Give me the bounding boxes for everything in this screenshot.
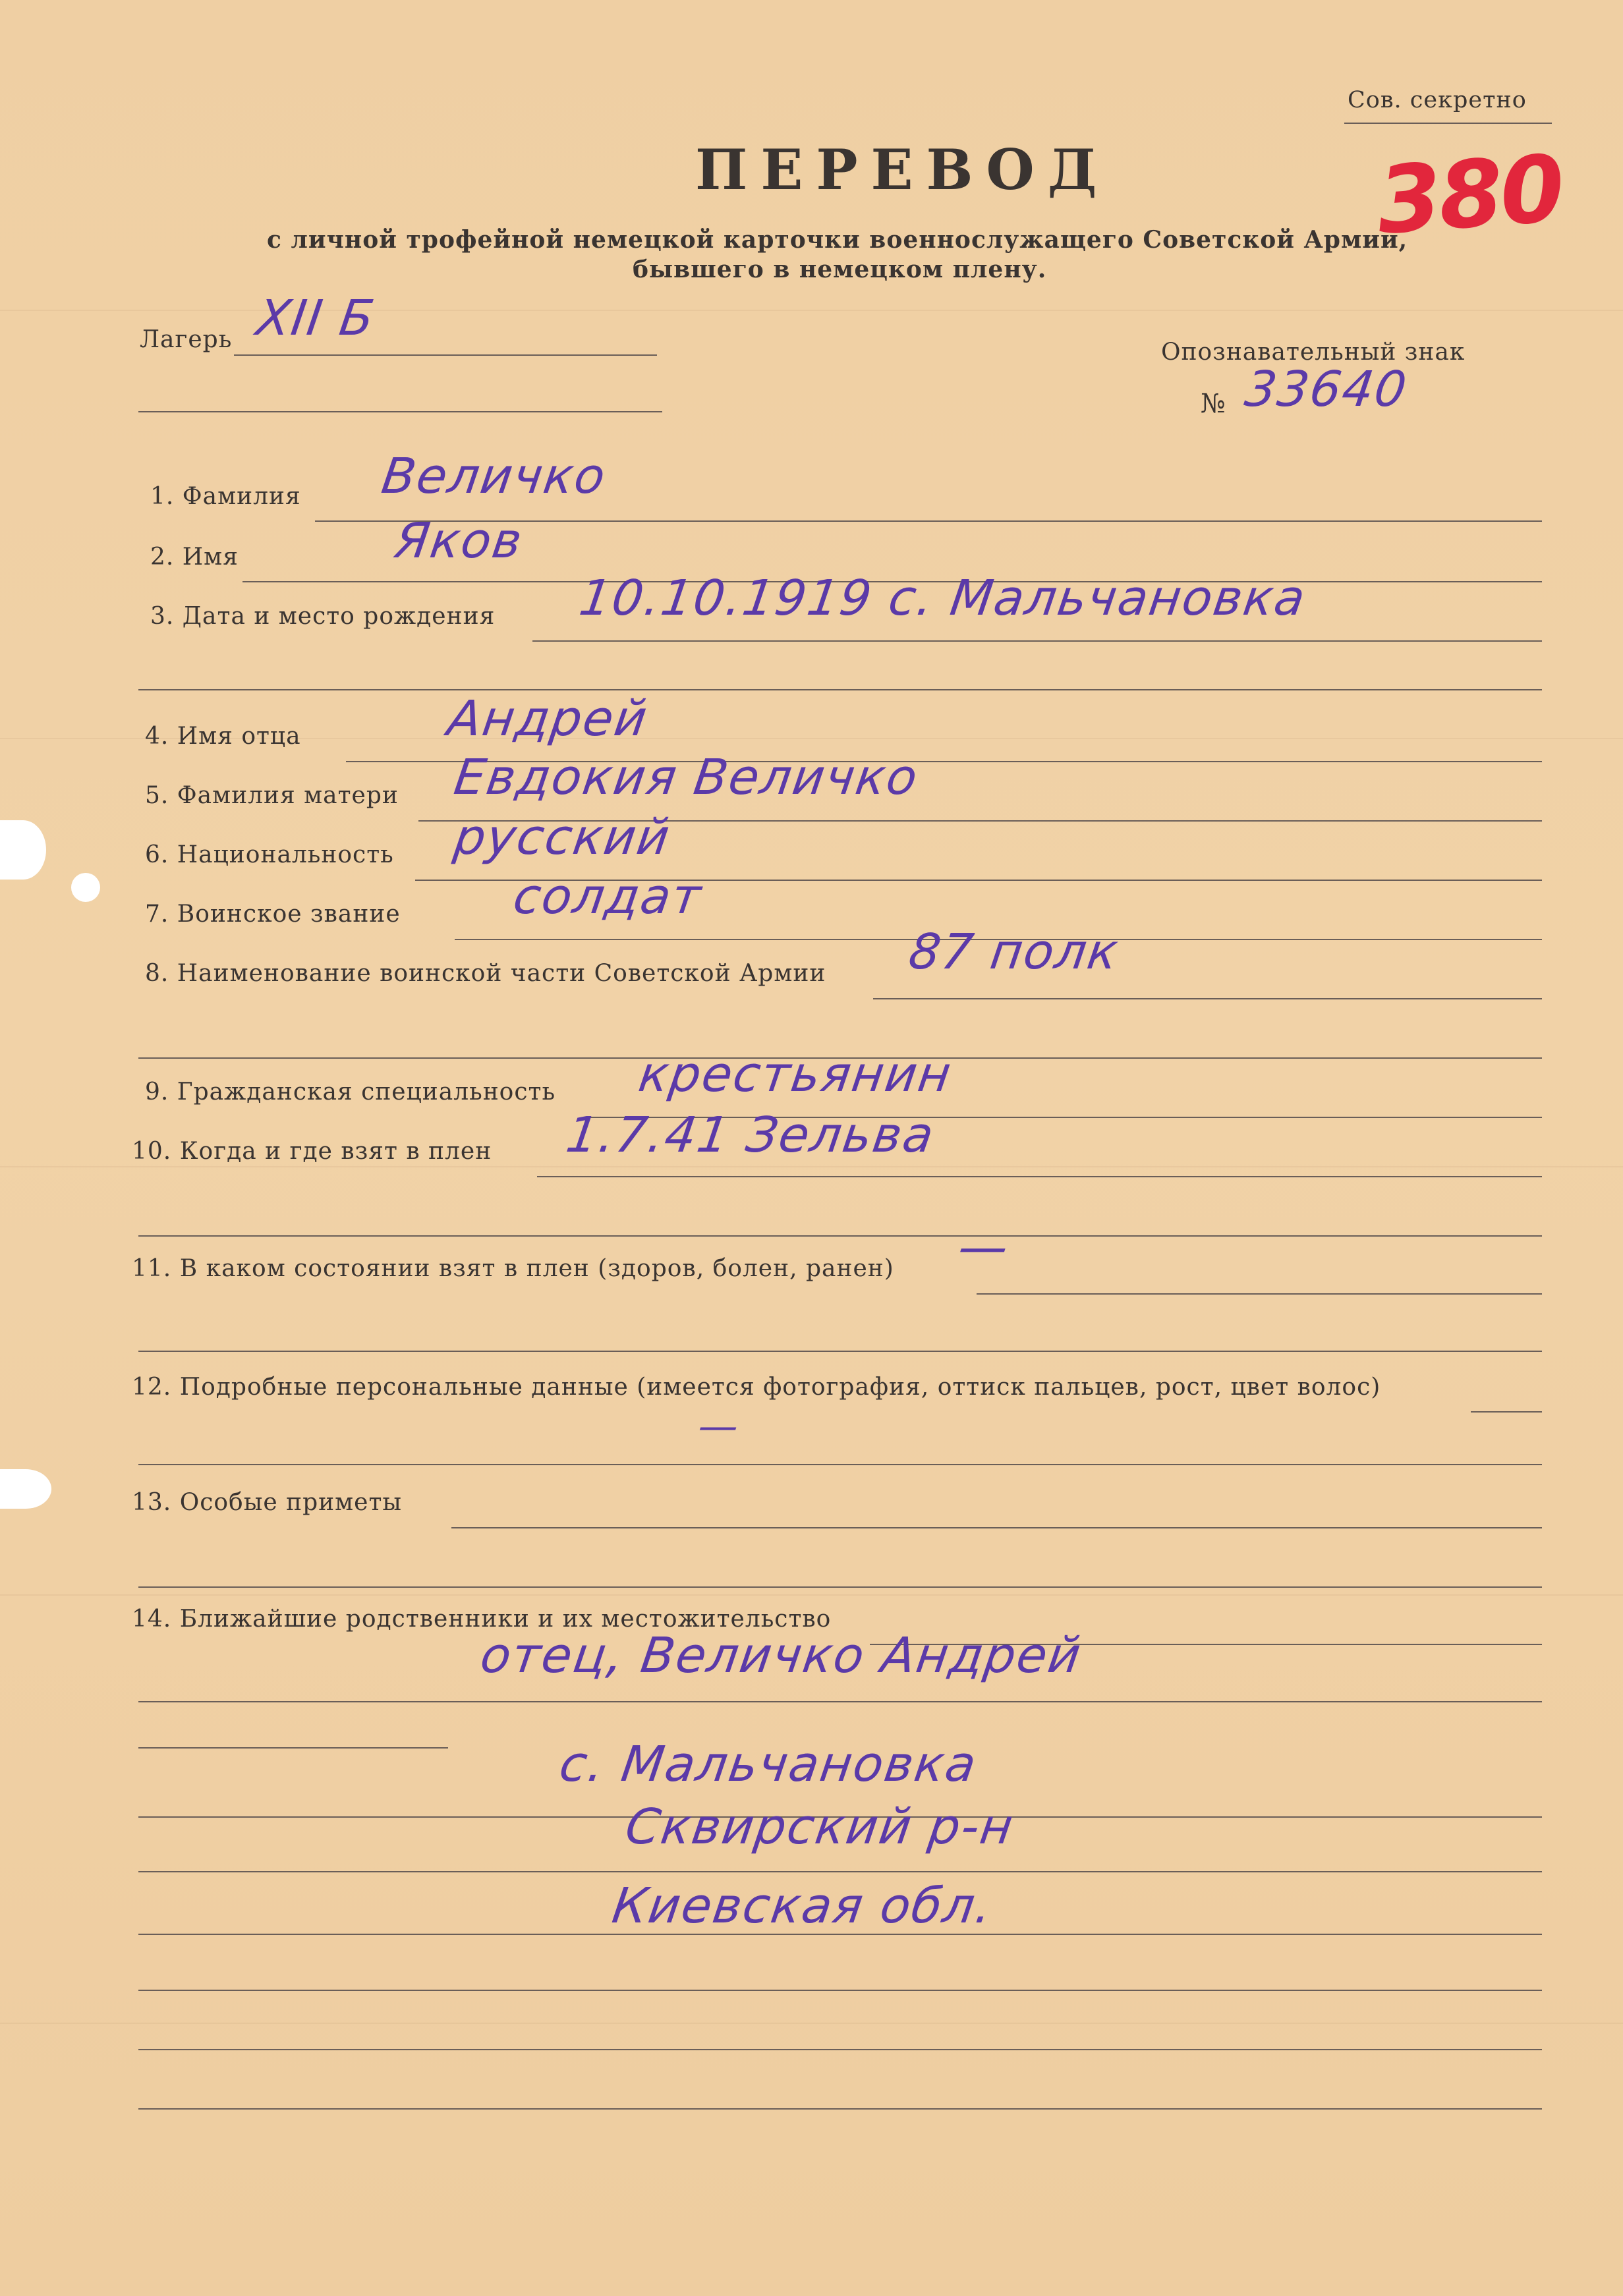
name-value: Яков <box>391 513 527 569</box>
rank-value: солдат <box>509 868 706 925</box>
classification-underline <box>1344 123 1552 124</box>
marks-label: 13. Особые приметы <box>132 1489 403 1516</box>
camp-line-2 <box>138 411 662 412</box>
page-title: ПЕРЕВОД <box>695 137 1110 202</box>
camp-line <box>234 354 657 356</box>
condition-line-2 <box>138 1351 1542 1352</box>
birth-line-2 <box>138 689 1542 690</box>
captured-value: 1.7.41 Зельва <box>562 1107 938 1163</box>
father-value: Андрей <box>443 690 652 747</box>
relatives-label: 14. Ближайшие родственники и их местожительство <box>132 1606 832 1633</box>
personal-line <box>1471 1411 1542 1413</box>
marks-line-2 <box>138 1586 1542 1588</box>
relatives-line-3 <box>138 1747 448 1749</box>
relatives-line-2 <box>138 1701 1542 1702</box>
mother-label: 5. Фамилия матери <box>145 782 399 809</box>
relatives-line-7 <box>138 1990 1542 1991</box>
punch-hole <box>71 873 100 902</box>
relatives-line-5 <box>138 1871 1542 1872</box>
profession-value: крестьянин <box>635 1046 956 1103</box>
relatives-value-line-3: Сквирский р-н <box>621 1799 1018 1855</box>
id-number-prefix: № <box>1201 389 1226 419</box>
surname-value: Величко <box>378 448 610 505</box>
captured-line <box>537 1176 1542 1177</box>
condition-value: — <box>954 1219 1013 1275</box>
marks-line <box>451 1527 1542 1528</box>
birth-line <box>532 640 1542 642</box>
classification-mark: Сов. секретно <box>1348 87 1527 113</box>
fold-crease <box>0 310 1623 311</box>
unit-line <box>873 998 1542 999</box>
camp-value: XII Б <box>252 290 379 347</box>
condition-line <box>977 1293 1542 1295</box>
relatives-value-line-2: с. Мальчановка <box>555 1736 981 1793</box>
subtitle-line-2: бывшего в немецком плену. <box>633 256 1047 283</box>
personal-line-2 <box>138 1464 1542 1465</box>
name-label: 2. Имя <box>150 544 239 571</box>
surname-label: 1. Фамилия <box>150 483 301 510</box>
relatives-value-line-1: отец, Величко Андрей <box>476 1627 1086 1684</box>
captured-label: 10. Когда и где взят в плен <box>132 1138 492 1165</box>
profession-label: 9. Гражданская специальность <box>145 1078 556 1106</box>
fold-crease <box>0 1166 1623 1167</box>
birth-label: 3. Дата и место рождения <box>150 603 496 630</box>
subtitle-line-1: с личной трофейной немецкой карточки военнослужащего Советской Армии, <box>267 226 1408 254</box>
id-number-value: 33640 <box>1241 361 1411 418</box>
unit-value: 87 полк <box>905 924 1123 980</box>
father-label: 4. Имя отца <box>145 723 301 750</box>
relatives-line-8 <box>138 2049 1542 2050</box>
captured-line-2 <box>138 1235 1542 1237</box>
nationality-value: русский <box>450 809 675 866</box>
torn-hole <box>0 1469 51 1509</box>
nationality-label: 6. Национальность <box>145 841 394 868</box>
relatives-value-line-4: Киевская обл. <box>608 1878 997 1934</box>
id-mark-label: Опознавательный знак <box>1161 339 1466 366</box>
condition-label: 11. В каком состоянии взят в плен (здоров, болен, ранен) <box>132 1255 894 1282</box>
personal-label: 12. Подробные персональные данные (имеется фотография, оттиск пальцев, рост, цвет волос) <box>132 1374 1381 1401</box>
rank-label: 7. Воинское звание <box>145 901 401 928</box>
personal-value: — <box>695 1403 743 1449</box>
fold-crease <box>0 1594 1623 1596</box>
fold-crease <box>0 2023 1623 2024</box>
relatives-line-9 <box>138 2108 1542 2110</box>
birth-value: 10.10.1919 с. Мальчановка <box>575 570 1310 627</box>
red-handwritten-number: 380 <box>1373 135 1566 256</box>
torn-hole <box>0 820 46 880</box>
camp-label: Лагерь <box>140 326 233 353</box>
unit-label: 8. Наименование воинской части Советской Армии <box>145 960 826 987</box>
mother-value: Евдокия Величко <box>450 749 923 806</box>
